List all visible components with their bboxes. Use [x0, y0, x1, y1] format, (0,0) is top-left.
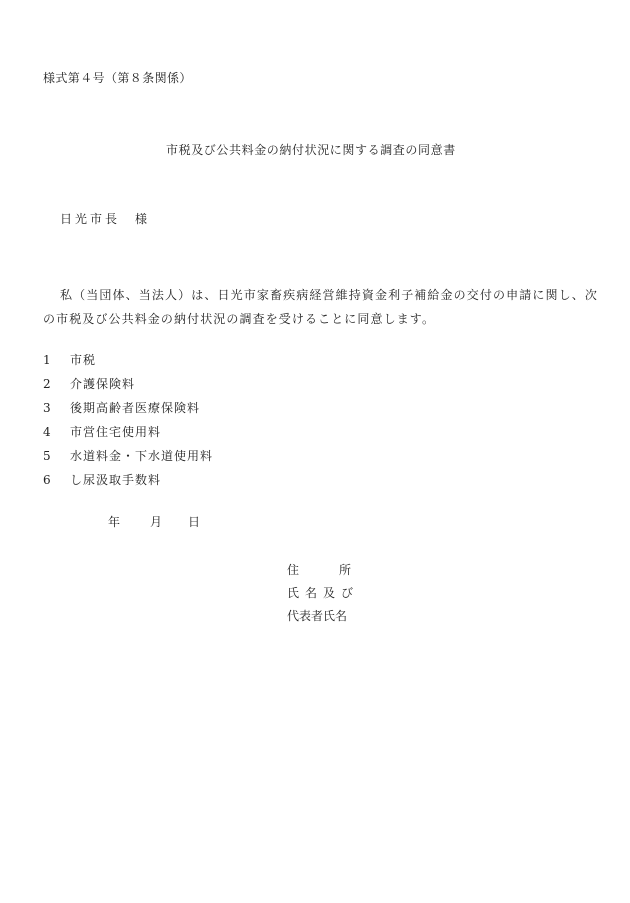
item-number: 1 — [43, 353, 52, 367]
item-label: し尿汲取手数料 — [70, 473, 162, 487]
list-item — [43, 449, 213, 473]
item-number: 5 — [43, 449, 52, 463]
item-number: 4 — [43, 425, 52, 439]
item-number: 3 — [43, 401, 52, 415]
date-line — [108, 516, 200, 528]
date-year-label: 年 — [108, 515, 121, 529]
name-label-line1 — [287, 587, 359, 599]
addressee: 日光市長 様 — [60, 212, 151, 226]
date-day-label: 日 — [188, 515, 201, 529]
name-label-char2: 名 — [305, 586, 318, 600]
investigation-items-list — [43, 353, 213, 497]
document-title: 市税及び公共料金の納付状況に関する調査の同意書 — [166, 143, 456, 157]
item-number: 2 — [43, 377, 52, 391]
item-label: 水道料金・下水道使用料 — [70, 449, 214, 463]
list-item — [43, 473, 213, 497]
address-label — [287, 564, 351, 576]
address-label-part1: 住 — [287, 563, 300, 577]
name-label-char4: び — [341, 586, 354, 600]
date-month-label: 月 — [150, 515, 163, 529]
form-number: 様式第４号（第８条関係） — [43, 71, 192, 85]
list-item — [43, 377, 213, 401]
name-label-char1: 氏 — [287, 586, 300, 600]
list-item — [43, 401, 213, 425]
list-item — [43, 425, 213, 449]
item-label: 市税 — [70, 353, 97, 367]
item-label: 介護保険料 — [70, 377, 136, 391]
list-item — [43, 353, 213, 377]
item-label: 市営住宅使用料 — [70, 425, 162, 439]
item-number: 6 — [43, 473, 52, 487]
name-label-char3: 及 — [323, 586, 336, 600]
consent-statement-text: 私（当団体、当法人）は、日光市家畜疾病経営維持資金利子補給金の交付の申請に関し、次の市税及び公共料金の納付状況の調査を受けることに同意します。 — [43, 288, 598, 326]
consent-statement — [43, 283, 598, 331]
representative-name-label: 代表者氏名 — [287, 609, 348, 623]
item-label: 後期高齢者医療保険料 — [70, 401, 201, 415]
address-label-part2: 所 — [339, 563, 352, 577]
